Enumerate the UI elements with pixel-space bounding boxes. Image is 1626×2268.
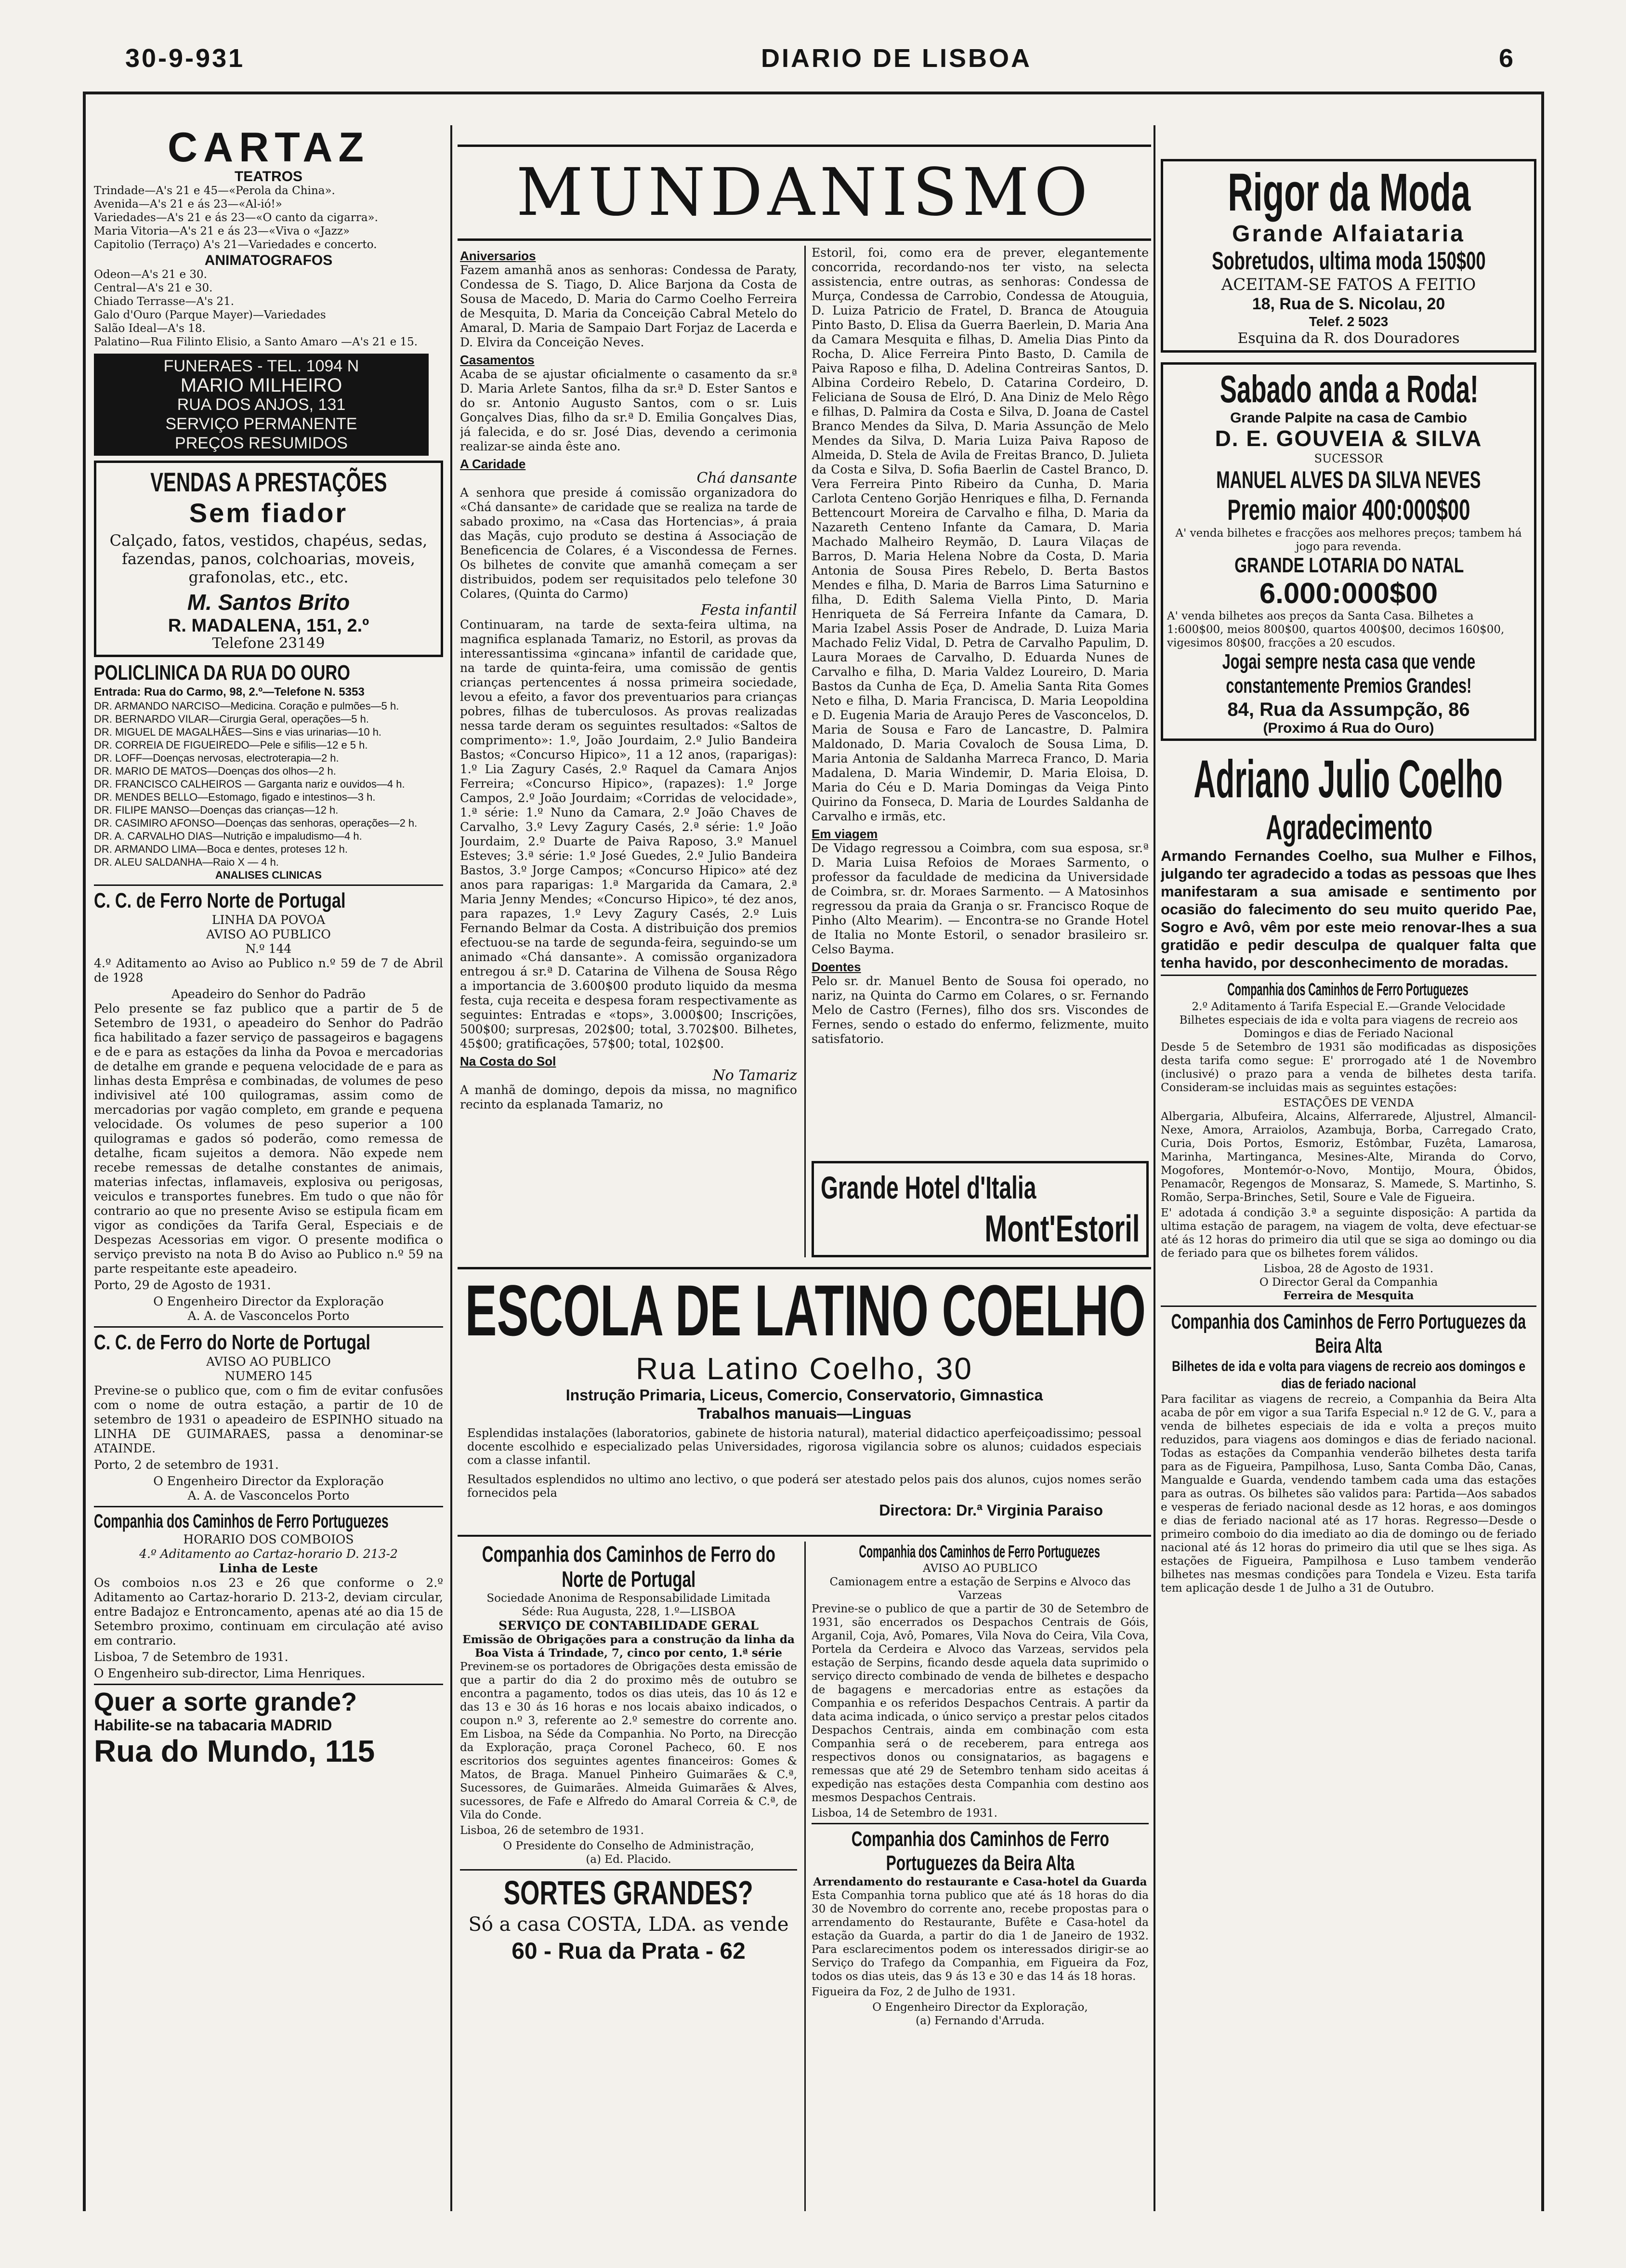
left-column (94, 125, 443, 2206)
list-item: Capitolio (Terraço) A's 21—Variedades e concerto. (94, 238, 377, 251)
policlinica-title: POLICLINICA DA RUA DO OURO (94, 661, 350, 685)
top-rule (83, 92, 1544, 94)
sortes-title: SORTES GRANDES? (503, 1874, 753, 1912)
adriano-title: Adriano Julio Coelho (1193, 750, 1503, 809)
cp-horario-body: Os comboios n.os 23 e 26 que conforme o 2.º Aditamento ao Cartaz-horario D. 213-2, deviam circular, entre Badajoz e Entroncamento, apenas até ao dia 15 de Setembro proximo, continuam em circulação até aviso em contrario. (94, 1576, 443, 1648)
sabado-text2: A' venda bilhetes aos preços da Santa Casa. Bilhetes a 1:600$00, meios 800$00, quartos 400$00, decimos 160$00, vigesimos 80$00, fracções a 20 escudos. (1167, 610, 1505, 649)
list-item: DR. A. CARVALHO DIAS—Nutrição e impaludismo—4 h. (94, 830, 362, 842)
rigor-tel: Telef. 2 5023 (1309, 314, 1389, 329)
list-item: DR. LOFF—Doenças nervosas, electroterapia—2 h. (94, 752, 339, 764)
mundanismo-cas-heading: Casamentos (460, 353, 535, 367)
mundanismo-doentes-body: Pelo sr. dr. Manuel Bento de Sousa foi operado, no nariz, na Quinta do Carmo em Colares, o sr. Fernando Melo de Castro (Fernes), filho dos srs. Viscondes de Fernes, sendo o estado do enfermo, felizmente, muito satisfatorio. (812, 974, 1149, 1046)
beira-alta-body: Para facilitar as viagens de recreio, a Companhia da Beira Alta acaba de pôr em vigor a sua Tarifa Especial n.º 12 de G. V., para a venda de bilhetes especiais de ida e volta a preços muito reduzidos, para viagens aos domingos e dias de feriado nacional. Todas as estações da Companhia venderão bilhetes desta tarifa para as de Figueira, Pampilhosa, Luso, Santa Comba Dão, Canas, Mangualde e Guarda, vendendo tambem cada uma das estações para as outras. Os bilhetes são validos para: Partida—Aos sabados e vesperas de feriado nacional desde as 12 horas, e aos domingos e dias de feriado nacional até as 17 horas. Regresso—Desde o primeiro comboio do dia imediato ao dia de domingo ou de feriado nacional até ás 12 horas do primeiro dia util que se lhes siga. As estações de Figueira, Pampilhosa e Luso tambem venderão bilhetes nas mesmas condições para Tondela e Vizeu. Esta tarifa tem aplicação desde 1 de Julho a 31 de Outubro. (1161, 1393, 1536, 1595)
header-date: 30-9-931 (125, 44, 245, 73)
sabado-lottery: GRANDE LOTARIA DO NATAL (1234, 554, 1464, 577)
divider (94, 884, 443, 886)
cp-port3-sign2: Ferreira de Mesquita (1283, 1289, 1414, 1302)
cp-port3-stations-heading: ESTAÇÕES DE VENDA (1283, 1097, 1414, 1109)
list-item: Palatino—Rua Filinto Elisio, a Santo Amaro —A's 21 e 15. (94, 336, 418, 348)
list-item: DR. BERNARDO VILAR—Cirurgia Geral, operações—5 h. (94, 713, 369, 725)
cp-norte2-date: Porto, 2 de setembro de 1931. (94, 1458, 279, 1472)
sortes-address: 60 - Rua da Prata - 62 (511, 1938, 746, 1964)
list-item: DR. ARMANDO NARCISO—Medicina. Coração e pulmões—5 h. (94, 700, 399, 712)
escola-title: ESCOLA DE LATINO COELHO (465, 1270, 1146, 1351)
cp-port2-body: Previne-se o publico de que a partir de 30 de Setembro de 1931, são encerrados os Despachos Centrais de Góis, Arganil, Coja, Avô, Pomares, Vila Nova do Ceira, Vila Cova, Portela da Cerdeira e Alvoco das Varzeas, servidos pela estação de Serpins, ficando desde aquela data suprimido o serviço directo combinado de venda de bilhetes e despacho de bagagens e mercadorias entre as estações da Companhia e os referidos Despachos Centrais. A partir da data acima indicada, o único serviço a prestar pelos citados Despachos Centrais, ainda em combinação com esta Companhia será o de receberem, para entrega aos respectivos donos ou consignatarios, as bagagens e remessas que até 29 de Setembro tenham sido aceitas á expedição nas estações desta Companhia com destino aos mesmos Despachos Centrais. (812, 1603, 1149, 1804)
cp-port2-date: Lisboa, 14 de Setembro de 1931. (812, 1807, 997, 1820)
escola-address: Rua Latino Coelho, 30 (636, 1351, 973, 1386)
vendas-address: R. MADALENA, 151, 2.º (168, 616, 369, 636)
cp-horario-sub2: 4.º Aditamento ao Cartaz-horario D. 213-2 (139, 1547, 398, 1561)
list-item: Central—A's 21 e 30. (94, 282, 213, 294)
vendas-body: Calçado, fatos, vestidos, chapéus, sedas, fazendas, panos, colchoarias, moveis, grafonolas, etc., etc. (109, 531, 428, 586)
escola-body: Esplendidas instalações (laboratorios, gabinete de historia natural), material didactico aperfeiçoadissimo; pessoal docente escolhido e especializado pelas Universidades, rigorosa vigilancia sobre os alunos; cuidados especiais com a classe infantil. (467, 1426, 1141, 1467)
funeraes-line: RUA DOS ANJOS, 131 (177, 396, 346, 414)
cp-port3-stations: Albergaria, Albufeira, Alcains, Alferrarede, Aljustrel, Almancil-Nexe, Amora, Arraiolos, Azambuja, Borba, Carregado Crato, Curia, Dois Portos, Esmoriz, Estômbar, Fuzêta, Lamarosa, Marinha, Martinganca, Mesines-Alte, Miranda do Corvo, Mogofores, Montemór-o-Novo, Montijo, Moura, Óbidos, Penamacôr, Regengos de Monsaraz, S. Mamede, S. Martinho, S. Romão, Serpa-Brinches, Setil, Soure e Vale de Figueira. (1161, 1110, 1536, 1204)
beira-arr-sub1: Arrendamento do restaurante e Casa-hotel da Guarda (813, 1875, 1147, 1888)
cp-horario-title: Companhia dos Caminhos de Ferro Portuguezes (94, 1511, 389, 1532)
sortes-line: Só a casa COSTA, LDA. as vende (468, 1913, 789, 1936)
mundanismo-aniv-body: Fazem amanhã anos as senhoras: Condessa de Paraty, Condessa de S. Tiago, D. Alice Barjona da Costa de Sousa de Macedo, D. Maria do Carmo Coelho Ferreira de Mesquita, D. Maria da Conceição Cabral Metelo do Amaral, D. Maria de Sampaio Dart Forjaz de Lacerda e D. Elvira da Conceição Neves. (460, 263, 797, 349)
cp-port2-title: Companhia dos Caminhos de Ferro Portuguezes (859, 1542, 1100, 1561)
cp-norte3-sub1: Sociedade Anonima de Responsabilidade Limitada (486, 1592, 771, 1605)
cp-horario-date: Lisboa, 7 de Setembro de 1931. (94, 1650, 288, 1664)
list-item: Salão Ideal—A's 18. (94, 322, 206, 335)
list-item: Odeon—A's 21 e 30. (94, 268, 207, 281)
column-divider-1 (450, 125, 452, 2211)
rigor-corner: Esquina da R. dos Douradores (1237, 330, 1460, 347)
right-column (1161, 159, 1536, 2206)
mundanismo-caridade-body: A senhora que preside á comissão organizadora do «Chá dansante» de caridade que se realiza na tarde de sabado proximo, na «Casa das Hortencias», á praia das Maçãs, cujo produto se destina á Associação de Beneficencia de Colares, é a Viscondessa de Fernes. Os bilhetes de convite que amanhã começam a ser distribuidos, podem ser requisitados pelo telefone 30 Colares, (Quinta do Carmo) (460, 486, 797, 601)
beira-arr-body: Esta Companhia torna publico que até ás 18 horas do dia 30 de Novembro do corrente ano, recebe propostas para o arrendamento do Restaurante, Bufête e Casa-hotel da estação da Guarda, a partir do dia 1 de Janeiro de 1932. Para esclarecimentos podem os interessados dirigir-se ao Serviço do Trafego da Companhia, em Figueira da Foz, todos os dias uteis, das 9 ás 13 e 30 e das 14 ás 18 horas. (812, 1889, 1149, 1983)
cartaz-teatros-list (94, 184, 443, 251)
cp-horario-sub1: HORARIO DOS COMBOIOS (183, 1532, 354, 1546)
mundanismo-viagem-body: De Vidago regressou a Coimbra, com sua esposa, sr.ª D. Maria Luisa Refoios de Moraes Sarmento, o professor da faculdade de medicina da Universidade de Coimbra, sr. dr. Moraes Sarmento. — A Matosinhos regressou da praia da Granja o sr. Francisco Roque de Pinho (Alto Mearim). — Encontra-se no Grande Hotel de Italia no Monte Estoril, o senador brasileiro sr. Celso Bayma. (812, 841, 1149, 956)
cp-horario-sub3: Linha de Leste (219, 1561, 318, 1575)
lower-center-left (460, 1542, 797, 2211)
cp-norte2-sub1: AVISO AO PUBLICO (206, 1355, 331, 1369)
madrid-line2: Habilite-se na tabacaria MADRID (94, 1716, 332, 1734)
divider (812, 1823, 1149, 1824)
sabado-near: (Proximo á Rua do Ouro) (1263, 720, 1434, 736)
policlinica-doctor-list (94, 699, 443, 882)
cp-norte2-sign2: A. A. de Vasconcelos Porto (187, 1489, 350, 1503)
list-item: DR. CORREIA DE FIGUEIREDO—Pele e sifilis—12 e 5 h. (94, 739, 368, 751)
cp-port3-sign1: O Director Geral da Companhia (1259, 1276, 1438, 1289)
cp-norte-sign1: O Engenheiro Director da Exploração (153, 1294, 384, 1308)
escola-ad (458, 1267, 1151, 1537)
mundanismo-tamariz-heading: No Tamariz (712, 1067, 797, 1084)
rigor-line2: ACEITAM-SE FATOS A FEITIO (1221, 275, 1476, 294)
list-item: DR. MARIO DE MATOS—Doenças dos olhos—2 h. (94, 765, 336, 777)
right-border (1541, 92, 1544, 2211)
vendas-name: M. Santos Brito (187, 590, 350, 615)
cartaz-title: CARTAZ (167, 125, 370, 171)
cp-norte3-body: Previnem-se os portadores de Obrigações desta emissão de que a partir do dia 2 do proximo mês de outubro se encontra a pagamento, todos os dias uteis, das 10 ás 12 e das 13 e 30 ás 16 horas e nos locais abaixo indicados, o coupon n.º 3, referente ao 2.º semestre do corrente ano. Em Lisboa, na Séde da Companhia. No Porto, na Direcção da Exploração, praça Coronel Pacheco, 60. E nos escritorios dos seguintes agentes financeiros: Gomes & Matos, de Braga. Manuel Pinheiro Guimarães & C.ª, Sucessores, de Guimarães. Almeida Guimarães & Alves, sucessores, de Fafe e Alfredo do Amaral Correia & C.ª, de Vila do Conde. (460, 1661, 797, 1821)
mundanismo-divider (804, 246, 806, 1257)
list-item: Chiado Terrasse—A's 21. (94, 295, 235, 308)
list-item: ANALISES CLINICAS (215, 869, 322, 881)
adriano-subtitle: Agradecimento (1266, 808, 1433, 847)
rigor-sub: Grande Alfaiataria (1232, 221, 1465, 247)
hotel-line1: Grande Hotel d'Italia (821, 1170, 1036, 1205)
divider (1161, 975, 1536, 976)
cp-norte3-sub2: Séde: Rua Augusta, 228, 1.º—LISBOA (522, 1606, 735, 1618)
beira-alta-sub1: Bilhetes de ida e volta para viagens de recreio aos domingos e dias de feriado nacional (1172, 1358, 1526, 1392)
sabado-ad (1161, 362, 1536, 741)
cp-port2-sub2: Camionagem entre a estação de Serpins e Alvoco das Varzeas (829, 1576, 1131, 1602)
cartaz-cinemas-list (94, 268, 443, 349)
cp-horario-sign: O Engenheiro sub-director, Lima Henriques. (94, 1666, 366, 1680)
beira-arr-sign2: (a) Fernando d'Arruda. (916, 2015, 1045, 2027)
list-item: DR. MENDES BELLO—Estomago, figado e intestinos—3 h. (94, 791, 376, 803)
cp-norte-body: Pelo presente se faz publico que a partir de 5 de Setembro de 1931, o apeadeiro do Senhor do Padrão fica habilitado a fazer serviço de passageiros e bagagens e de e para as estações da linha da Povoa e mercadorias de detalhe em grande e pequena velocidade de e para as linhas desta Emprêsa e combinadas, de volumes de peso indivisivel até 100 quilogramas, assim como de mercadorias por vagão completo, em grande e pequena velocidade. Os volumes de peso superior a 100 quilogramas e gados só poderão, como remessa de detalhe, ficam sujeitos a demora. Não expede nem recebe remessas de detalhe constantes de animais, materias infectas, inflamaveis, explosiva ou perigosas, veiculos e transportes funebres. Em tudo o que não fôr contrario ao que no presente Aviso se estipula ficam em vigor as condições da Tarifa Geral, Especiais e de Despezas Acessorias em vigor. O presente modifica o serviço previsto na nota B do Aviso ao Publico n.º 59 na parte respeitante este apeadeiro. (94, 1002, 443, 1276)
mundanismo-caridade-heading: A Caridade (460, 457, 526, 471)
cp-norte2-sign1: O Engenheiro Director da Exploração (153, 1474, 384, 1488)
header-title: DIARIO DE LISBOA (761, 44, 1032, 73)
list-item: Trindade—A's 21 e 45—«Perola da China». (94, 185, 335, 197)
madrid-line1: Quer a sorte grande? (94, 1688, 357, 1716)
cp-norte-sign2: A. A. de Vasconcelos Porto (187, 1309, 350, 1323)
sabado-prize: Premio maior 400:000$00 (1227, 494, 1470, 526)
hotel-ad (812, 1161, 1149, 1257)
mundanismo-col-left (460, 246, 797, 1257)
divider (1161, 1305, 1536, 1307)
cp-port3-body: Desde 5 de Setembro de 1931 são modificadas as disposições desta tarifa como segue: E' prorrogado até 1 de Novembro (inclusivé) o prazo para a venda de bilhetes desta tarifa. Consideram-se incluidas mais as seguintes estações: (1161, 1041, 1536, 1094)
escola-results: Resultados esplendidos no ultimo ano lectivo, o que poderá ser atestado pelos pais dos alunos, cujos nomes serão fornecidos pela (467, 1473, 1141, 1500)
mundanismo-right-body: Estoril, foi, como era de prever, elegantemente concorrida, recordando-nos ter visto, na selecta assistencia, entre outras, as senhoras: Condessa de Murça, Condessa de Carrobio, Condessa de Atouguia, D. Luiza Patricio de Fratel, D. Branca de Atouguia Pinto Basto, D. Elisa da Guerra Baerlein, D. Maria Ana da Camara Mesquita e filhas, D. Amelia Dias Pinto da Rocha, D. Alice Ferreira Pinto Basto, D. Camila de Paiva Raposo e filha, D. Adelina Contreiras Santos, D. Albina Cordeiro Rebelo, D. Catarina Cordeiro, D. Feliciana de Sousa de Elró, D. Ana Diniz de Melo Rêgo e filhas, D. Palmira da Costa e Silva, D. Joana de Castel Branco Mendes da Silva, D. Maria Assunção de Melo Mendes da Silva, D. Maria Luiza Paiva Raposo de Almeida, D. Stela de Avila de Freitas Branco, D. Julieta da Costa e Silva, D. Sofia Baerlin de Castel Branco, D. Vera Ferreira Pinto Ribeiro da Cunha, D. Maria Carlota Centeno Gorjão Henriques e filha, D. Fernanda Bettencourt Moreira de Carvalho e filha, D. Maria da Nazareth Centeno Infante da Camara, D. Maria Machado Malheiro Reymão, D. Laura Vilaças de Barros, D. Maria Helena Nobre da Costa, D. Maria Antonia de Sousa Pires Rebelo, D. Berta Bastos Mendes e filha, D. Maria de Barros Lima Saturnino e filha, D. Edith Salema Viella Pinto, D. Maria Henriqueta de Sá Ferreira Infante da Camara, D. Maria Izabel Assis Poser de Andrade, D. Luiza Maria Machado Feliz Vidal, D. Petra de Carvalho Papulim, D. Laura Moraes de Carvalho, D. Eduarda Nunes de Carvalho e filha, D. Maria Valdez Loureiro, D. Maria Bastos da Cunha de Eça, D. Amelia Santa Rita Gomes Neto e filha, D. Maria Francisca, D. Maria Leopoldina e D. Eugenia Maria de Araujo Peres de Vasconcelos, D. Maria de Sousa e Faro de Lancastre, D. Palmira Maldonado, D. Maria Covaloch de Sousa Lima, D. Maria Antonia de Saldanha Marreca Franco, D. Maria Madalena, D. Maria Windemir, D. Maria Eloisa, D. Maria do Céu e D. Maria Domingas da Veiga Pinto Quirino da Fonseca, D. Maria de Lourdes Saldanha de Carvalho e irmãs, etc. (812, 246, 1149, 823)
mundanismo-aniv-heading: Aniversarios (460, 249, 536, 263)
rigor-address: 18, Rua de S. Nicolau, 20 (1252, 295, 1445, 313)
sabado-lottery-value: 6.000:000$00 (1259, 577, 1438, 609)
sabado-text1: A' venda bilhetes e fracções aos melhores preços; tambem há jogo para revenda. (1175, 527, 1522, 553)
beira-arr-sign1: O Engenheiro Director da Exploração, (872, 2001, 1088, 2014)
vendas-subtitle: Sem fiador (189, 498, 348, 528)
funeraes-line: FUNERAES - TEL. 1094 N (163, 357, 359, 375)
escola-director: Directora: Dr.ª Virginia Paraiso (879, 1502, 1103, 1519)
list-item: DR. FRANCISCO CALHEIROS — Garganta nariz e ouvidos—4 h. (94, 778, 405, 790)
madrid-line3: Rua do Mundo, 115 (94, 1734, 375, 1768)
cartaz-teatros-heading: TEATROS (234, 169, 303, 185)
sabado-slogan: Jogai sempre nesta casa que vende constantemente Premios Grandes! (1222, 650, 1476, 698)
cp-port3-body2: E' adotada á condição 3.ª a seguinte disposição: A partida da ultima estação de paragem, na viagem de volta, deve efectuar-se até ás 12 horas do primeiro dia util que se siga ao domingo ou dia de feriado para que os bilhetes forem válidos. (1161, 1207, 1536, 1260)
cp-norte3-sign2: (a) Ed. Placido. (586, 1853, 671, 1866)
cp-port3-title: Companhia dos Caminhos de Ferro Portuguezes (1227, 979, 1469, 999)
sabado-title: Sabado anda a Roda! (1220, 368, 1479, 410)
mundanismo-viagem-heading: Em viagem (812, 827, 878, 841)
list-item: DR. MIGUEL DE MAGALHÃES—Sins e vias urinarias—10 h. (94, 726, 382, 738)
list-item: Galo d'Ouro (Parque Mayer)—Variedades (94, 309, 326, 321)
mundanismo-festa-body: Continuaram, na tarde de sexta-feira ultima, na magnifica esplanada Tamariz, no Estoril, as provas da interessantissima «gincana» infantil de caridade que, na tarde de quinta-feira, uma comissão de gentis crianças pertencentes á nossa primeira sociedade, levou a efeito, a favor dos preventuarios para crianças pobres, filhas de tuberculosos. As provas realizadas nessa tarde deram os seguintes resultados: «Saltos de comprimento»: 1.º, João Jourdaim, 2.º Julio Bandeira Bastos; «Concurso Hipico», 11 a 12 anos, (raparigas): 1.º Lia Zagury Casés, 2.º Raquel da Camara Anjos Ferreira; «Concurso Hipico», (rapazes): 1.º Jorge Campos, 2.º João Jourdaim; «Corridas de velocidade», 1.ª série: 1.º Nuno da Camara, 2.º João Chaves de Carvalho, 3.º Levy Zagury Casés, 2.ª série: 1.º João Jourdaim, 2.º Duarte de Paiva Raposo, 3.º Manuel Esteves; 3.ª série: 1.º José Guedes, 2.º Julio Bandeira Bastos, 3.º Jorge Campos; «Concurso Hipico» até dez anos para raparigas: 1.ª Margarida da Camara, 2.ª Maria Jenny Mendes; «Concurso Hipico», té dez anos, para rapazes, 1.º Levy Zagury Casés, 2.º Luis Fernando Belmar da Costa. A distribuição dos premios efectuou-se na tarde de segunda-feira, seguindo-se um animado «Chá dansante». A comissão organizadora entregou á sr.ª D. Catarina de Vilhena de Sousa Rêgo a importancia de 3.600$00 produto liquido da mesma festa, cuja receita e despesa foram respectivamente as seguintes: Entradas e «tops», 3.000$00; Inscrições, 500$00; surpresas, 202$00; total, 3.702$00. Bilhetes, 45$00; gratificações, 57$00; total, 102$00. (460, 618, 797, 1051)
hotel-line2: Mont'Estoril (984, 1207, 1140, 1250)
funeraes-ad (94, 354, 429, 456)
mundanismo-masthead (458, 145, 1151, 241)
list-item: DR. FILIPE MANSO—Doenças das crianças—12 h. (94, 804, 339, 816)
cp-norte3-title: Companhia dos Caminhos de Ferro do Norte de Portugal (482, 1542, 775, 1592)
cartaz-cinemas-heading: ANIMATOGRAFOS (204, 252, 333, 268)
adriano-body: Armando Fernandes Coelho, sua Mulher e Filhos, julgando ter agradecido a todas as pessoas que lhes manifestaram a sua amisade e sentimento por ocasião do falecimento do seu muito querido Pae, Sogro e Avô, vêm por este meio renovar-lhes a sua gratidão e pedir desculpa de qualquer falta que tenha havido, por desconhecimento de moradas. (1161, 847, 1536, 971)
mundanismo-doentes-heading: Doentes (812, 960, 861, 974)
cp-norte-title: C. C. de Ferro Norte de Portugal (94, 889, 346, 912)
cp-norte2-body: Previne-se o publico que, com o fim de evitar confusões com o nome de outra estação, a partir de 10 de setembro de 1931 o apeadeiro de ESPINHO situado na LINHA DE GUIMARAES, passa a denominar-se ATAINDE. (94, 1384, 443, 1455)
cp-norte3-sub4: Emissão de Obrigações para a construção da linha da Boa Vista á Trindade, 7, cinco por cento, 1.ª série (462, 1633, 795, 1660)
rigor-ad (1161, 159, 1536, 353)
list-item: Variedades—A's 21 e ás 23—«O canto da cigarra». (94, 211, 378, 224)
beira-alta-title: Companhia dos Caminhos de Ferro Portuguezes da Beira Alta (1171, 1310, 1526, 1358)
vendas-ad (94, 461, 443, 657)
list-item: DR. ALEU SALDANHA—Raio X — 4 h. (94, 856, 279, 868)
cp-norte3-sign1: O Presidente do Conselho de Administração, (503, 1840, 754, 1852)
list-item: Maria Vitoria—A's 21 e ás 23—«Viva o «Jazz» (94, 225, 350, 237)
policlinica-entrance: Entrada: Rua do Carmo, 98, 2.º—Telefone N. 5353 (94, 686, 365, 699)
beira-arr-title: Companhia dos Caminhos de Ferro Portuguezes da Beira Alta (851, 1827, 1109, 1875)
cp-norte-sub4: Apeadeiro do Senhor do Padrão (171, 987, 366, 1001)
divider (94, 1326, 443, 1328)
cp-norte-sub2: AVISO AO PUBLICO (206, 927, 331, 941)
funeraes-line: SERVIÇO PERMANENTE (165, 415, 357, 433)
sabado-successor: SUCESSOR (1314, 452, 1383, 465)
divider (94, 1684, 443, 1685)
cp-port3-sub1: 2.º Aditamento á Tarifa Especial E.—Grande Velocidade (1192, 1001, 1506, 1013)
sabado-address: 84, Rua da Assumpção, 86 (1227, 699, 1470, 720)
mundanismo-costa-heading: Na Costa do Sol (460, 1054, 556, 1068)
cp-port3-sub2: Bilhetes especiais de ida e volta para viagens de recreio aos Domingos e dias de Feriado Nacional (1179, 1014, 1518, 1040)
list-item: DR. CASIMIRO AFONSO—Doenças das senhoras, operações—2 h. (94, 817, 418, 829)
escola-courses2: Trabalhos manuais—Linguas (697, 1405, 912, 1422)
cp-norte2-title: C. C. de Ferro do Norte de Portugal (94, 1331, 370, 1354)
divider (460, 1869, 797, 1871)
sabado-name: D. E. GOUVEIA & SILVA (1215, 426, 1482, 451)
divider (94, 1506, 443, 1507)
header-page-number: 6 (1498, 44, 1515, 73)
page-header (96, 43, 1530, 77)
cp-port2-sub1: AVISO AO PUBLICO (922, 1562, 1038, 1575)
funeraes-line: MARIO MILHEIRO (180, 375, 342, 396)
rigor-title: Rigor da Moda (1228, 163, 1471, 222)
mundanismo-tamariz-body: A manhã de domingo, depois da missa, no magnifico recinto da esplanada Tamariz, no (460, 1083, 797, 1111)
mundanismo-col-right (812, 246, 1149, 1161)
vendas-phone: Telefone 23149 (212, 635, 325, 652)
lower-center-right (812, 1542, 1149, 2211)
vendas-title: VENDAS A PRESTAÇÕES (150, 467, 387, 497)
cp-norte-date: Porto, 29 de Agosto de 1931. (94, 1278, 271, 1292)
cp-norte-intro: 4.º Aditamento ao Aviso ao Publico n.º 59 de 7 de Abril de 1928 (94, 956, 443, 985)
mundanismo-festa-heading: Festa infantil (700, 602, 797, 619)
sabado-owner: MANUEL ALVES DA SILVA NEVES (1216, 466, 1481, 493)
list-item: DR. ARMANDO LIMA—Boca e dentes, proteses 12 h. (94, 843, 348, 855)
list-item: Avenida—A's 21 e ás 23—«Al-ió!» (94, 198, 282, 211)
cp-norte3-date: Lisboa, 26 de setembro de 1931. (460, 1824, 644, 1837)
mundanismo-cas-body: Acaba de se ajustar oficialmente o casamento da sr.ª D. Maria Arlete Santos, filha da sr.ª D. Ester Santos e do sr. Antonio Augusto Santos, com o sr. Luis Gonçalves Dias, filho da sr.ª D. Emilia Gonçalves Dias, já falecida, e do sr. José Dias, devendo a cerimonia realizar-se ainda êste ano. (460, 367, 797, 453)
cp-norte-sub3: N.º 144 (245, 942, 292, 956)
lower-divider (804, 1542, 806, 2211)
mundanismo-cha-heading: Chá dansante (696, 470, 797, 487)
escola-courses1: Instrução Primaria, Liceus, Comercio, Conservatorio, Gimnastica (565, 1386, 1043, 1404)
funeraes-line: PREÇOS RESUMIDOS (175, 434, 348, 452)
cp-norte2-sub2: NUMERO 145 (224, 1369, 313, 1383)
sabado-sub: Grande Palpite na casa de Cambio (1230, 410, 1467, 426)
mundanismo-title: MUNDANISMO (516, 155, 1093, 231)
column-divider-2 (1154, 125, 1155, 2211)
cp-norte3-sub3: SERVIÇO DE CONTABILIDADE GERAL (498, 1619, 759, 1633)
beira-arr-date: Figueira da Foz, 2 de Julho de 1931. (812, 1986, 1016, 1998)
cp-port3-date: Lisboa, 28 de Agosto de 1931. (1263, 1263, 1434, 1275)
rigor-line1: Sobretudos, ultima moda 150$00 (1212, 247, 1486, 275)
cp-norte-sub1: LINHA DA POVOA (211, 913, 326, 927)
adriano-notice (1161, 751, 1536, 972)
left-border (83, 92, 86, 2211)
